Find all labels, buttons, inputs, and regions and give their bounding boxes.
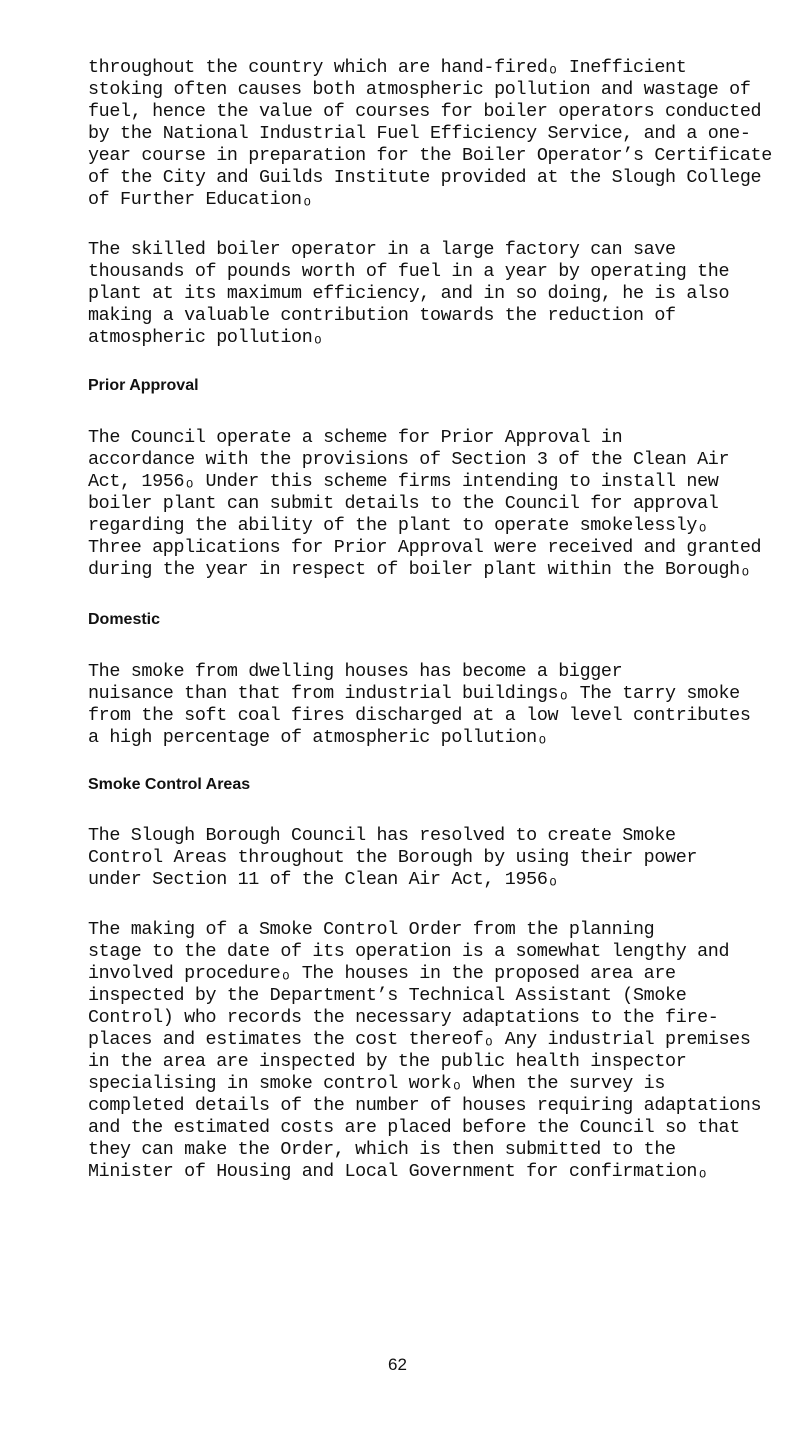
text-line: by the National Industrial Fuel Efficiency Service, and a one- xyxy=(88,123,751,144)
text-line: thousands of pounds worth of fuel in a year by operating the xyxy=(88,261,730,282)
text-line: and the estimated costs are placed before the Council so that xyxy=(88,1117,740,1138)
text-line: regarding the ability of the plant to operate smokelesslyₒ xyxy=(88,515,708,536)
text-line: completed details of the number of houses requiring adaptations xyxy=(88,1095,762,1116)
text-line: they can make the Order, which is then submitted to the xyxy=(88,1139,676,1160)
text-line: boiler plant can submit details to the Council for approval xyxy=(88,493,719,514)
text-line: stoking often causes both atmospheric pollution and wastage of xyxy=(88,79,751,100)
text-line: accordance with the provisions of Section 3 of the Clean Air xyxy=(88,449,730,470)
text-line: Three applications for Prior Approval were received and granted xyxy=(88,537,762,558)
text-line: of the City and Guilds Institute provided at the Slough College xyxy=(88,167,762,188)
text-line: Control) who records the necessary adaptations to the fire- xyxy=(88,1007,719,1028)
text-line: The Council operate a scheme for Prior Approval in xyxy=(88,427,623,448)
section-heading-prior-approval: Prior Approval xyxy=(88,377,199,394)
text-line: year course in preparation for the Boiler Operator’s Certificate xyxy=(88,145,772,166)
text-line: nuisance than that from industrial buildingsₒ The tarry smoke xyxy=(88,683,740,704)
text-line: in the area are inspected by the public health inspector xyxy=(88,1051,687,1072)
text-line: making a valuable contribution towards the reduction of xyxy=(88,305,676,326)
text-line: of Further Educationₒ xyxy=(88,189,313,210)
text-line: Act, 1956ₒ Under this scheme firms intending to install new xyxy=(88,471,719,492)
text-line: involved procedureₒ The houses in the proposed area are xyxy=(88,963,676,984)
text-line: The skilled boiler operator in a large factory can save xyxy=(88,239,676,260)
page-number: 62 xyxy=(388,1355,407,1374)
text-line: inspected by the Department’s Technical Assistant (Smoke xyxy=(88,985,687,1006)
section-heading-smoke-control-areas: Smoke Control Areas xyxy=(88,776,251,793)
text-line: a high percentage of atmospheric pollutionₒ xyxy=(88,727,548,748)
text-line: The smoke from dwelling houses has become a bigger xyxy=(88,661,623,682)
text-line: under Section 11 of the Clean Air Act, 1956ₒ xyxy=(88,869,559,890)
text-line: from the soft coal fires discharged at a low level contributes xyxy=(88,705,751,726)
text-line: Control Areas throughout the Borough by using their power xyxy=(88,847,698,868)
text-line: during the year in respect of boiler plant within the Boroughₒ xyxy=(88,559,751,580)
text-line: specialising in smoke control workₒ When the survey is xyxy=(88,1073,666,1094)
text-line: atmospheric pollutionₒ xyxy=(88,327,324,348)
text-line: fuel, hence the value of courses for boiler operators conducted xyxy=(88,101,762,122)
section-heading-domestic: Domestic xyxy=(88,611,161,628)
text-line: Minister of Housing and Local Government for confirmationₒ xyxy=(88,1161,708,1182)
text-line: throughout the country which are hand-firedₒ Inefficient xyxy=(88,57,687,78)
text-line: plant at its maximum efficiency, and in so doing, he is also xyxy=(88,283,730,304)
text-line: The Slough Borough Council has resolved to create Smoke xyxy=(88,825,676,846)
text-line: The making of a Smoke Control Order from the planning xyxy=(88,919,655,940)
text-line: stage to the date of its operation is a somewhat lengthy and xyxy=(88,941,730,962)
text-line: places and estimates the cost thereofₒ Any industrial premises xyxy=(88,1029,751,1050)
